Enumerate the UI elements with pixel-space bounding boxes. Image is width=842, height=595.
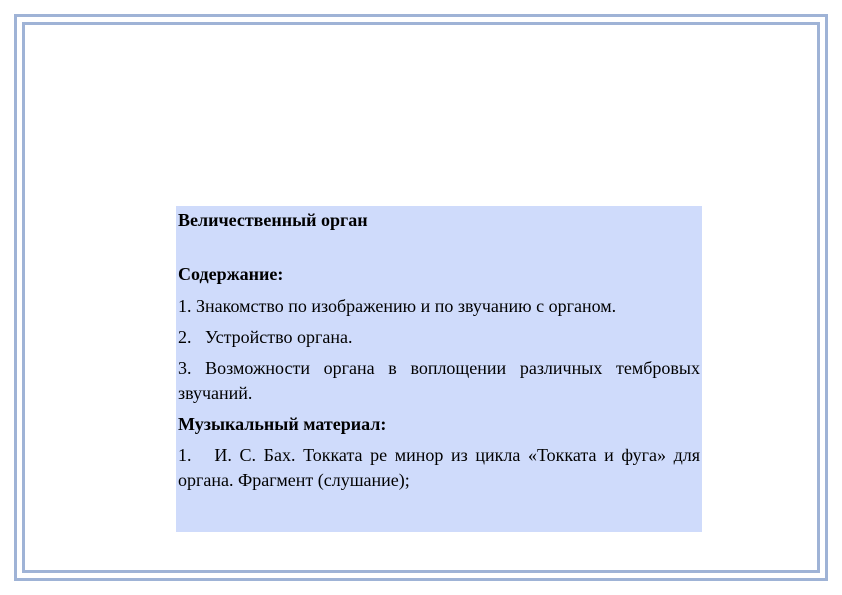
contents-item: 1. Знакомство по изображению и по звучанию с органом.	[178, 296, 617, 316]
lesson-title: Величественный орган	[178, 210, 368, 230]
lesson-content-block	[176, 206, 702, 532]
music-material-item: 1. И. С. Бах. Токката ре минор из цикла «Токката и фуга» для органа. Фрагмент (слушание);	[178, 445, 700, 490]
music-material-heading: Музыкальный материал:	[178, 414, 387, 434]
contents-heading: Содержание:	[178, 264, 284, 284]
contents-item: 3. Возможности органа в воплощении различных тембровых звучаний.	[178, 358, 700, 403]
contents-item: 2. Устройство органа.	[178, 327, 353, 347]
